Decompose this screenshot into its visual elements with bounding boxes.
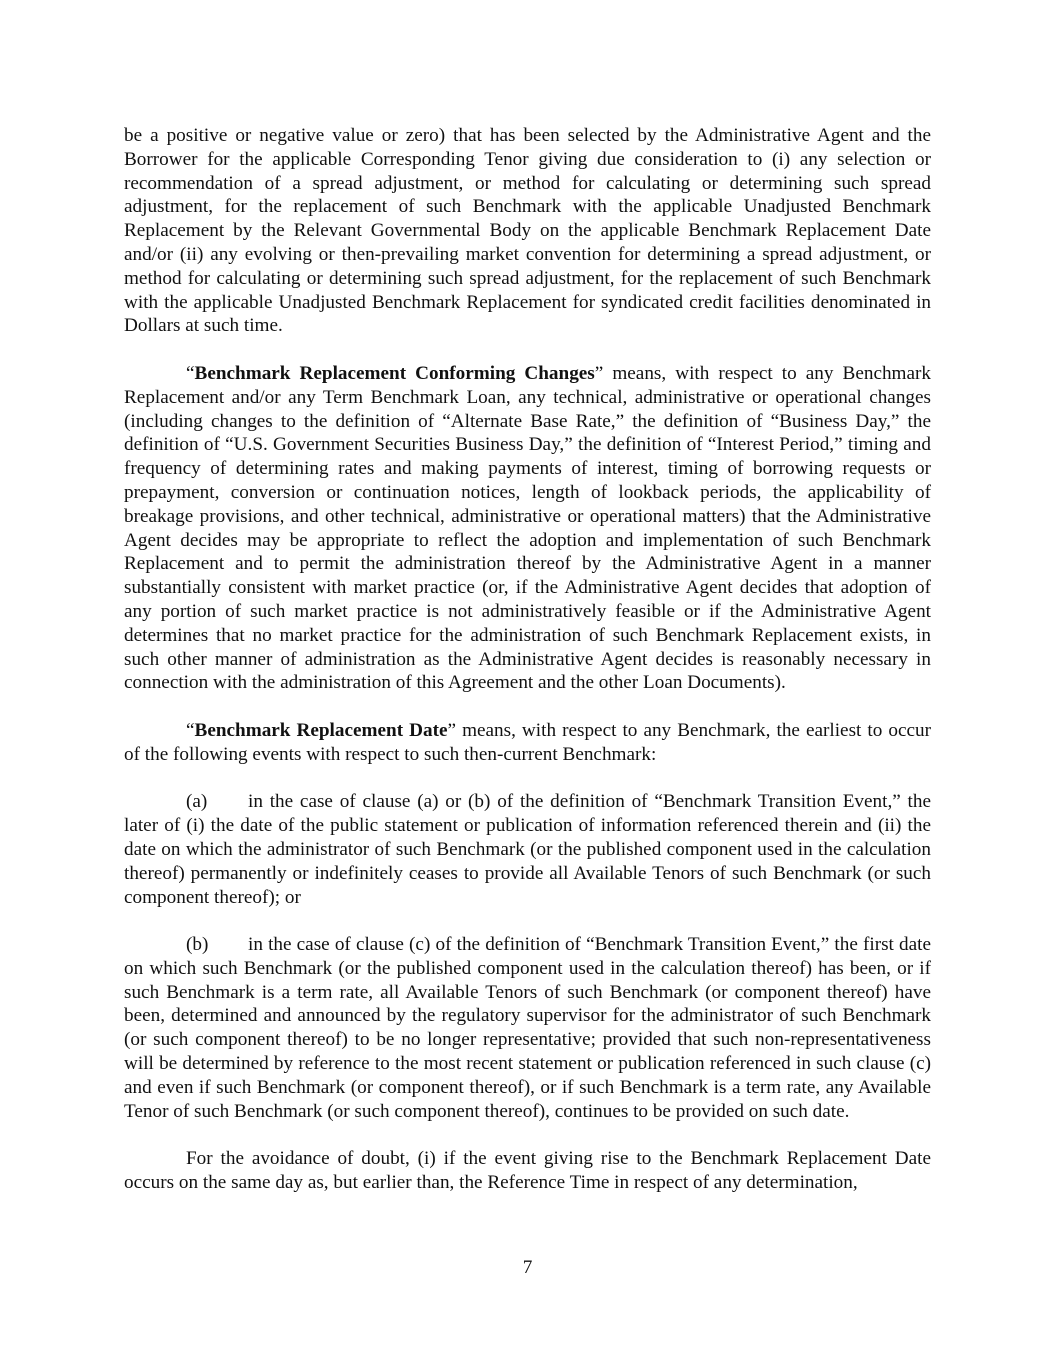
paragraph-spread-adjustment-continuation: be a positive or negative value or zero) that has been selected by the Administrative Agent and the Borrower for the applicable Corresponding Tenor giving due consideration to (i) any selection or recommendation of a spread adjustment, or method for calculating or determining such spread adjustment, for the replacement of such Benchmark with the applicable Unadjusted Benchmark Replacement by the Relevant Governmental Body on the applicable Benchmark Replacement Date and/or (ii) any evolving or then-prevailing market convention for determining a spread adjustment, or method for calculating or determining such spread adjustment, for the replacement of such Benchmark with the applicable Unadjusted Benchmark Replacement for syndicated credit facilities denominated in Dollars at such time. [124,125,931,337]
clause-a [124,790,931,909]
open-quote: “ [186,362,195,384]
clause-label: (b) [186,934,209,956]
clause-text: in the case of clause (c) of the definition of “Benchmark Transition Event,” the first date on which such Benchmark (or the published component used in the calculation thereof) has been, or if such Benchmark is a term rate, all Available Tenors of such Benchmark (or component thereof) have been, determined and announced by the regulatory supervisor for the administrator of such Benchmark (or such component thereof) to be no longer representative; provided that such non-representativeness will be determined by reference to the most recent statement or publication referenced in such clause (c) and even if such Benchmark (or component thereof), or if such Benchmark is a term rate, any Available Tenor of such Benchmark (or such component thereof), continues to be provided on such date. [124,934,931,1122]
defined-term: Benchmark Replacement Conforming Changes [194,362,595,384]
definition-benchmark-replacement-date [124,719,931,767]
definition-text: ” means, with respect to any Benchmark, the earliest to occur of the following events with respect to such then-current Benchmark: [124,719,932,765]
clause-label: (a) [186,791,208,813]
defined-term: Benchmark Replacement Date [194,719,448,741]
open-quote: “ [186,719,195,741]
clause-b [124,933,931,1123]
definition-text: ” means, with respect to any Benchmark Replacement and/or any Term Benchmark Loan, any technical, administrative or operational changes (including changes to the definition of “Alternate Base Rate,” the definition of “Business Day,” the definition of “U.S. Government Securities Business Day,” the definition of “Interest Period,” timing and frequency of determining rates and making payments of interest, timing of borrowing requests or prepayment, conversion or continuation notices, length of lookback periods, the applicability of breakage provisions, and other technical, administrative or operational matters) that the Administrative Agent decides may be appropriate to reflect the adoption and implementation of such Benchmark Replacement and to permit the administration thereof by the Administrative Agent in a manner substantially consistent with market practice (or, if the Administrative Agent decides that adoption of any portion of such market practice is not administratively feasible or if the Administrative Agent determines that no market practice for the administration of such Benchmark Replacement exists, in such other manner of administration as the Administrative Agent decides is reasonably necessary in connection with the administration of this Agreement and the other Loan Documents). [124,362,931,694]
paragraph-avoidance-of-doubt: For the avoidance of doubt, (i) if the event giving rise to the Benchmark Replacement Date occurs on the same day as, but earlier than, the Reference Time in respect of any determination, [124,1148,931,1194]
definition-benchmark-replacement-conforming-changes [124,362,931,695]
clause-text: in the case of clause (a) or (b) of the definition of “Benchmark Transition Event,” the later of (i) the date of the public statement or publication of information referenced therein and (ii) the date on which the administrator of such Benchmark (or the published component used in the calculation thereof) permanently or indefinitely ceases to provide all Available Tenors of such Benchmark (or such component thereof); or [124,791,931,908]
page-number: 7 [522,1257,533,1278]
document-page [124,124,931,1219]
